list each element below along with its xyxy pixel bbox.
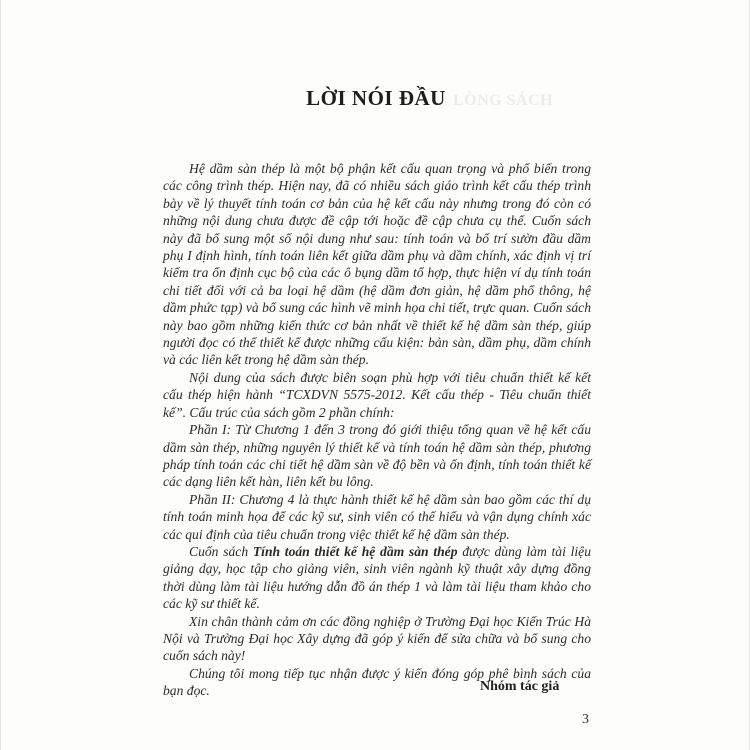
signature: Nhóm tác giả [480, 679, 560, 694]
paragraph: Nội dung của sách được biên soạn phù hợp với tiêu chuẩn thiết kế kết cấu thép hiện hành “TCXDVN 5575-2012. Kết cấu thép - Tiêu chuẩn thiết kế”. Cấu trúc của sách gồm 2 phần chính: [163, 369, 591, 420]
book-title-emphasis: Tính toán thiết kế hệ dầm sàn thép [252, 543, 458, 559]
paragraph: Cuốn sách Tính toán thiết kế hệ dầm sàn thép được dùng làm tài liệu giảng dạy, học tập cho giảng viên, sinh viên ngành kỹ thuật xây dựng đồng thời dùng làm tài liệu hướng dẫn đồ án thép 1 và làm tài liệu tham khảo cho các kỹ sư thiết kế. [163, 543, 592, 612]
paragraph: Chúng tôi mong tiếp tục nhận được ý kiến đóng góp phê bình sách của bạn đọc. [163, 665, 591, 699]
paragraph: Phần II: Chương 4 là thực hành thiết kế hệ dầm sàn bao gồm các thí dụ tính toán minh họa để các kỹ sư, sinh viên có thể hiểu và vận dụng chính xác các qui định của tiêu chuẩn trong việc thiết kế hệ dầm sàn thép. [163, 491, 591, 542]
page-number: 3 [582, 712, 589, 727]
bleed-through-text: LÒNG SÁCH [453, 92, 554, 109]
page-title: LỜI NÓI ĐẦU [306, 86, 446, 110]
paragraph: Xin chân thành cảm ơn các đồng nghiệp ở Trường Đại học Kiến Trúc Hà Nội và Trường Đại học Xây dựng đã góp ý kiến để sửa chữa và bổ sung cho cuốn sách này! [163, 613, 591, 664]
paragraph: Phần I: Từ Chương 1 đến 3 trong đó giới thiệu tổng quan về hệ kết cấu dầm sàn thép, những nguyên lý thiết kế và tính toán hệ dầm sàn thép, phương pháp tính toán các chi tiết hệ dầm sàn về độ bền và ổn định, tính toán thiết kế các dạng liên kết hàn, liên kết bu lông. [163, 422, 591, 490]
preface-body [163, 160, 591, 700]
paragraph: Hệ dầm sàn thép là một bộ phận kết cấu quan trọng và phổ biến trong các công trình thép. Hiện nay, đã có nhiều sách giáo trình kết cấu thép trình bày về lý thuyết tính toán cơ bản của hệ kết cấu này nhưng trong đó còn có những nội dung chưa được đề cập tới hoặc đề cập chưa cụ thể. Cuốn sách này đã bổ sung một số nội dung như sau: tính toán và bố trí sườn đầu dầm phụ I định hình, tính toán liên kết giữa dầm phụ và dầm chính, xác định vị trí kiểm tra ổn định cục bộ của các ô bụng dầm tổ hợp, thực hiện ví dụ tính toán chi tiết đối với cả ba loại hệ dầm (hệ dầm đơn giản, hệ dầm phổ thông, hệ dầm phức tạp) và bổ sung các hình vẽ minh họa chi tiết, trực quan. Cuốn sách này bao gồm những kiến thức cơ bản nhất về thiết kế hệ dầm sàn thép, giúp người đọc có thể thiết kế được những cấu kiện: bản sàn, dầm phụ, dầm chính và các liên kết trong hệ dầm sàn thép. [163, 161, 591, 368]
